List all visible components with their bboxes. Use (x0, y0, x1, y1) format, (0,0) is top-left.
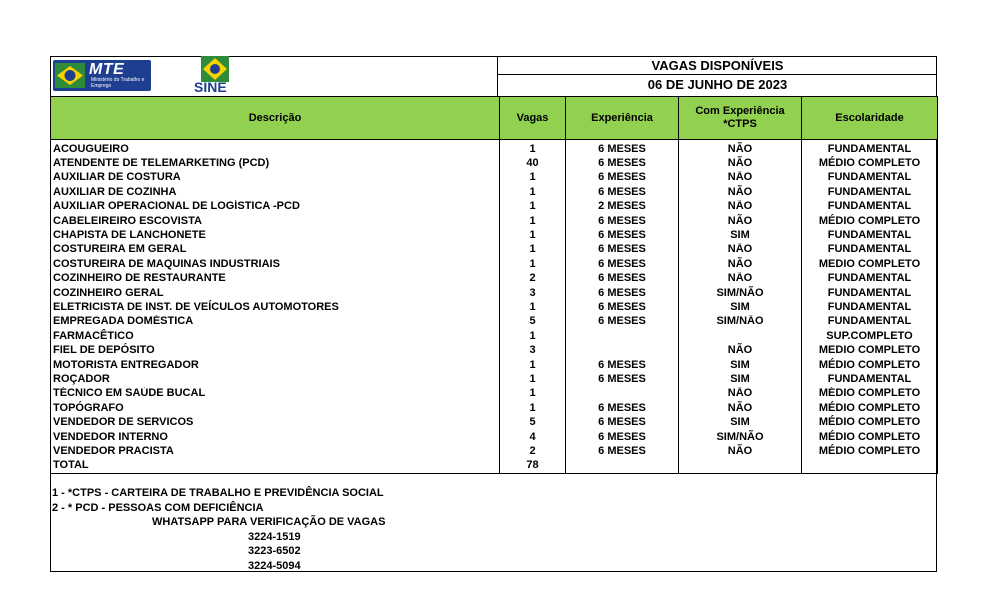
cell-descricao: VENDEDOR PRACISTA (51, 444, 500, 458)
cell-experiencia: 6 MESES (566, 415, 679, 429)
cell-descricao: FARMACÊTICO (51, 329, 500, 343)
cell-descricao: TÉCNICO EM SAÚDE BUCAL (51, 387, 500, 401)
cell-vagas: 1 (500, 140, 566, 157)
cell-escolaridade: FUNDAMENTAL (802, 200, 938, 214)
note-pcd: 2 - * PCD - PESSOAS COM DEFICIÊNCIA (52, 501, 264, 514)
cell-vagas: 2 (500, 444, 566, 458)
table-row (51, 401, 938, 415)
cell-escolaridade: MÉDIO COMPLETO (802, 214, 938, 228)
table-row (51, 315, 938, 329)
cell-experiencia: 6 MESES (566, 401, 679, 415)
cell-descricao: MOTORISTA ENTREGADOR (51, 358, 500, 372)
table-header-row (51, 97, 938, 140)
table-row (51, 140, 938, 157)
cell-descricao: COZINHEIRO DE RESTAURANTE (51, 272, 500, 286)
cell-experiencia: 6 MESES (566, 156, 679, 170)
cell-escolaridade: MÉDIO COMPLETO (802, 430, 938, 444)
cell-ctps: NÃO (679, 243, 802, 257)
cell-ctps: SIM (679, 372, 802, 386)
cell-experiencia: 6 MESES (566, 243, 679, 257)
table-row (51, 228, 938, 242)
cell-ctps: SIM/NÃO (679, 286, 802, 300)
sine-logo-text: SINE (194, 79, 227, 95)
table-row (51, 430, 938, 444)
cell-descricao: ATENDENTE DE TELEMARKETING (PCD) (51, 156, 500, 170)
cell-descricao: ROÇADOR (51, 372, 500, 386)
table-row (51, 444, 938, 458)
cell-descricao: CABELEIREIRO ESCOVISTA (51, 214, 500, 228)
cell-escolaridade: MÉDIO COMPLETO (802, 444, 938, 458)
table-row (51, 185, 938, 199)
page-title: VAGAS DISPONÍVEIS (497, 56, 937, 75)
cell-ctps: SIM/NÃO (679, 315, 802, 329)
table-row (51, 300, 938, 314)
table-total-row (51, 459, 938, 474)
cell-descricao: CHAPISTA DE LANCHONETE (51, 228, 500, 242)
cell-experiencia: 6 MESES (566, 358, 679, 372)
table-body (51, 140, 938, 474)
cell-vagas: 1 (500, 171, 566, 185)
cell-ctps: SIM (679, 415, 802, 429)
cell-descricao: AUXILIAR DE COSTURA (51, 171, 500, 185)
total-label: TOTAL (51, 459, 500, 474)
cell-ctps: SIM (679, 300, 802, 314)
cell-descricao: COSTUREIRA EM GERAL (51, 243, 500, 257)
cell-escolaridade: FUNDAMENTAL (802, 243, 938, 257)
cell-experiencia: 6 MESES (566, 430, 679, 444)
cell-vagas: 1 (500, 200, 566, 214)
cell-ctps: NÃO (679, 257, 802, 271)
table-row (51, 272, 938, 286)
cell-descricao: AUXILIAR DE COZINHA (51, 185, 500, 199)
cell-ctps: NÃO (679, 343, 802, 357)
cell-vagas: 1 (500, 228, 566, 242)
cell-escolaridade: MÉDIO COMPLETO (802, 401, 938, 415)
cell-descricao: VENDEDOR DE SERVICOS (51, 415, 500, 429)
cell-ctps: NÃO (679, 214, 802, 228)
table-row (51, 415, 938, 429)
cell-vagas: 1 (500, 401, 566, 415)
cell-ctps: NÃO (679, 387, 802, 401)
cell-experiencia: 6 MESES (566, 315, 679, 329)
cell-experiencia: 6 MESES (566, 286, 679, 300)
cell-escolaridade: FUNDAMENTAL (802, 185, 938, 199)
cell-experiencia: 6 MESES (566, 185, 679, 199)
cell-descricao: AUXILIAR OPERACIONAL DE LOGÍSTICA -PCD (51, 200, 500, 214)
cell-vagas: 4 (500, 430, 566, 444)
phone-number: 3224-5094 (248, 559, 301, 572)
cell-ctps: NÃO (679, 140, 802, 157)
cell-vagas: 1 (500, 387, 566, 401)
table-row (51, 171, 938, 185)
cell-escolaridade: FUNDAMENTAL (802, 140, 938, 157)
column-header-descricao: Descrição (51, 97, 500, 140)
cell-vagas: 1 (500, 329, 566, 343)
cell-escolaridade: FUNDAMENTAL (802, 286, 938, 300)
cell-experiencia: 6 MESES (566, 140, 679, 157)
whatsapp-label: WHATSAPP PARA VERIFICAÇÃO DE VAGAS (152, 516, 386, 528)
total-empty (679, 459, 802, 474)
cell-vagas: 1 (500, 372, 566, 386)
cell-escolaridade: MÉDIO COMPLETO (802, 415, 938, 429)
cell-ctps: SIM (679, 228, 802, 242)
phone-number: 3223-6502 (248, 545, 301, 557)
cell-vagas: 40 (500, 156, 566, 170)
cell-vagas: 1 (500, 214, 566, 228)
cell-escolaridade: FUNDAMENTAL (802, 228, 938, 242)
column-header-com-experiencia: Com Experiência *CTPS (679, 97, 802, 140)
phone-number: 3224-1519 (248, 530, 301, 543)
logos-area (50, 56, 497, 96)
cell-ctps: NÃO (679, 156, 802, 170)
cell-descricao: EMPREGADA DOMÉSTICA (51, 315, 500, 329)
cell-escolaridade: MÉDIO COMPLETO (802, 156, 938, 170)
table-row (51, 387, 938, 401)
total-empty (802, 459, 938, 474)
cell-experiencia: 6 MESES (566, 300, 679, 314)
cell-experiencia: 6 MESES (566, 372, 679, 386)
cell-experiencia (566, 329, 679, 343)
cell-escolaridade: MEDIO COMPLETO (802, 343, 938, 357)
cell-experiencia: 2 MESES (566, 200, 679, 214)
table-row (51, 200, 938, 214)
cell-descricao: COZINHEIRO GERAL (51, 286, 500, 300)
cell-escolaridade: FUNDAMENTAL (802, 315, 938, 329)
cell-vagas: 2 (500, 272, 566, 286)
cell-vagas: 1 (500, 243, 566, 257)
cell-vagas: 5 (500, 315, 566, 329)
sine-logo (193, 56, 238, 96)
cell-vagas: 1 (500, 257, 566, 271)
cell-experiencia (566, 387, 679, 401)
cell-experiencia (566, 343, 679, 357)
table-row (51, 257, 938, 271)
jobs-table (50, 96, 938, 474)
column-header-escolaridade: Escolaridade (802, 97, 938, 140)
cell-experiencia: 6 MESES (566, 272, 679, 286)
cell-vagas: 3 (500, 343, 566, 357)
cell-ctps: NÃO (679, 171, 802, 185)
total-value: 78 (500, 459, 566, 474)
cell-descricao: FIEL DE DEPÓSITO (51, 343, 500, 357)
cell-escolaridade: FUNDAMENTAL (802, 272, 938, 286)
cell-descricao: ACOUGUEIRO (51, 140, 500, 157)
cell-experiencia: 6 MESES (566, 257, 679, 271)
cell-ctps: NÃO (679, 444, 802, 458)
cell-escolaridade: FUNDAMENTAL (802, 171, 938, 185)
cell-experiencia: 6 MESES (566, 171, 679, 185)
column-header-experiencia: Experiência (566, 97, 679, 140)
cell-experiencia: 6 MESES (566, 444, 679, 458)
cell-escolaridade: FUNDAMENTAL (802, 372, 938, 386)
cell-descricao: VENDEDOR INTERNO (51, 430, 500, 444)
note-ctps: 1 - *CTPS - CARTEIRA DE TRABALHO E PREVIDÊNCIA SOCIAL (52, 487, 384, 499)
cell-experiencia: 6 MESES (566, 214, 679, 228)
cell-ctps: NÃO (679, 401, 802, 415)
cell-vagas: 3 (500, 286, 566, 300)
cell-descricao: COSTUREIRA DE MAQUINAS INDUSTRIAIS (51, 257, 500, 271)
cell-descricao: ELETRICISTA DE INST. DE VEÍCULOS AUTOMOTORES (51, 300, 500, 314)
cell-escolaridade: MÉDIO COMPLETO (802, 387, 938, 401)
total-empty (566, 459, 679, 474)
cell-ctps: NÃO (679, 272, 802, 286)
cell-ctps: SIM/NÃO (679, 430, 802, 444)
cell-vagas: 1 (500, 185, 566, 199)
cell-vagas: 5 (500, 415, 566, 429)
cell-escolaridade: SUP.COMPLETO (802, 329, 938, 343)
cell-escolaridade: MEDIO COMPLETO (802, 257, 938, 271)
cell-escolaridade: FUNDAMENTAL (802, 300, 938, 314)
cell-vagas: 1 (500, 358, 566, 372)
mte-logo-subtext: Ministério do Trabalho e Emprego (91, 77, 145, 89)
mte-logo-text: MTE (89, 61, 125, 78)
table-row (51, 372, 938, 386)
page-date: 06 DE JUNHO DE 2023 (497, 75, 937, 96)
table-row (51, 343, 938, 357)
cell-experiencia: 6 MESES (566, 228, 679, 242)
table-row (51, 214, 938, 228)
mte-logo (53, 60, 151, 91)
brazil-flag-icon (55, 63, 85, 88)
table-row (51, 156, 938, 170)
notes-section (52, 486, 385, 573)
table-row (51, 286, 938, 300)
cell-vagas: 1 (500, 300, 566, 314)
cell-ctps (679, 329, 802, 343)
cell-descricao: TOPÓGRAFO (51, 401, 500, 415)
table-row (51, 243, 938, 257)
cell-ctps: NÃO (679, 185, 802, 199)
cell-escolaridade: MÉDIO COMPLETO (802, 358, 938, 372)
column-header-vagas: Vagas (500, 97, 566, 140)
cell-ctps: NÃO (679, 200, 802, 214)
table-row (51, 329, 938, 343)
table-row (51, 358, 938, 372)
cell-ctps: SIM (679, 358, 802, 372)
